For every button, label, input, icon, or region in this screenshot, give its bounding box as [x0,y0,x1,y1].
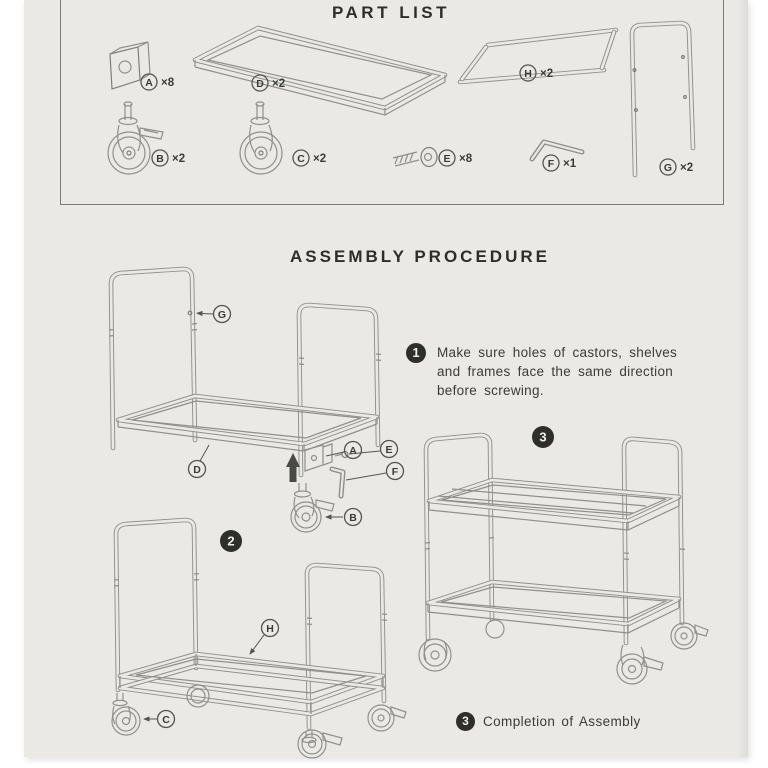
step-1-text-line1: Make sure holes of castors, shelves [437,345,678,360]
part-c-label [293,150,326,166]
part-f-letter: F [547,157,555,170]
castors-drawing [419,620,708,684]
part-e-screw-drawing [393,148,437,167]
part-a-label [141,74,175,90]
step-1-text-line2: and frames face the same direction [437,364,674,379]
svg-text:D: D [193,463,201,476]
callout-g [197,306,231,323]
part-d-qty: ×2 [272,78,286,90]
part-b-letter: B [156,152,164,165]
callout-c [144,711,175,728]
part-h-letter: H [524,67,532,80]
step-1-badge: 1 [406,343,426,363]
callout-d [189,445,210,478]
part-d-shelf-drawing [195,28,445,115]
part-c-castor-drawing [240,102,282,174]
diagram-step-2 [90,518,410,768]
part-a-bracket-drawing [110,42,150,89]
part-d-letter: D [256,77,264,90]
part-g-letter: G [663,161,673,174]
part-list-title: PART LIST [331,3,451,22]
cart-frame-drawing [109,269,381,475]
insert-direction-arrow-icon [286,453,300,482]
part-b-label [152,150,185,166]
step-1-text-line3: before screwing. [437,383,544,398]
part-e-letter: E [443,152,451,165]
part-h-qty: ×2 [540,68,554,80]
part-h-cross-frame-drawing [460,30,616,82]
part-a-letter: A [145,76,153,89]
svg-text:C: C [162,713,170,726]
part-list-drawings [60,0,723,206]
part-e-label [439,150,473,166]
part-g-qty: ×2 [680,162,694,174]
svg-text:A: A [349,444,357,457]
svg-text:B: B [349,511,357,524]
part-f-label [543,155,577,171]
part-c-letter: C [297,152,305,165]
step-3-badge [532,426,554,448]
svg-text:G: G [217,308,227,321]
assembly-procedure-title: ASSEMBLY PROCEDURE [290,247,550,266]
svg-text:3: 3 [539,429,547,445]
completion-badge: 3 [456,712,475,731]
part-f-hex-key-drawing [532,142,582,159]
part-h-label [520,65,553,81]
part-b-qty: ×2 [172,153,186,165]
svg-text:2: 2 [227,533,235,549]
part-c-qty: ×2 [313,153,327,165]
svg-text:F: F [391,465,399,478]
diagram-step-3 [408,423,708,738]
completed-cart-drawing [425,435,685,643]
part-a-qty: ×8 [161,77,175,89]
svg-text:H: H [266,622,274,635]
part-g-label [660,159,693,175]
completion-caption: Completion of Assembly [483,714,641,729]
callout-h [250,620,279,655]
part-g-side-frame-drawing [632,23,693,175]
step-2-badge [220,530,242,552]
part-e-qty: ×8 [459,153,473,165]
part-f-qty: ×1 [563,158,577,170]
diagram-step-1 [80,268,425,540]
svg-text:E: E [385,443,393,456]
cart-frame-drawing [114,520,387,728]
callout-f [346,463,404,481]
